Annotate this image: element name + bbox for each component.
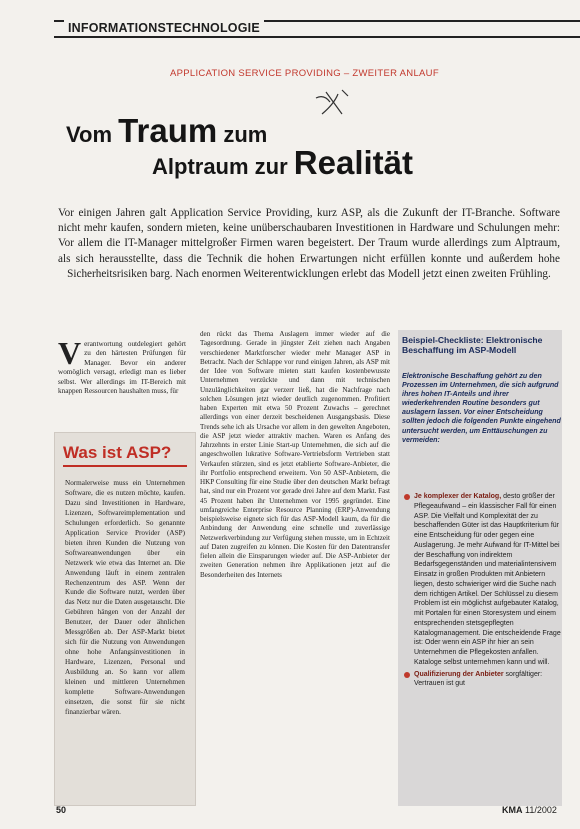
headline-line-1: Vom Traum zum xyxy=(66,112,268,149)
list-item: Je komplexer der Katalog, desto größer der Pflegeaufwand – ein klassischer Fall für einen ASP. Die Vielfalt und Komplexität der zu beschaffenden Güter ist das Hauptkriterium für eine Entscheidung für oder gegen eine Auslagerung. Je mehr Aufwand für IT-Mittel bei der Beschaffung von indirektem Bedarfsgegenständen und materialintensivem Einsatz in großen Produkten mit Anbietern liegen, desto schwieriger wird die Suche nach dem richtigen Artikel. Der Schlüssel zu diesem Problem ist ein möglichst aufgebauter Katalog, mit Portalen für einen Storesystem und einem entsprechenden stetsgepflegten Katalogmanagement. Die entscheidende Frage ist: Oder wenn ein ASP ihr hier an sein Unternehmen die Pflegekosten anfallen. Kataloge selbst unternehmen kann und will. xyxy=(402,492,562,668)
checklist-sidebar xyxy=(398,330,562,806)
article-kicker: APPLICATION SERVICE PROVIDING – ZWEITER ANLAUF xyxy=(170,68,439,79)
article-lead: Vor einigen Jahren galt Application Service Providing, kurz ASP, als die Zukunft der IT-Branche. Software nicht mehr kaufen, sondern mieten, keine unüberschaubaren Investitionen in Hardware und Schulungen mehr: Vor allem die IT-Manager mittelgroßer Firmen waren begeistert. Der Traum wurde allerdings zum Alptraum, als sich herausstellte, dass die Technik die hohen Erwartungen nicht erfüllen konnte und außerdem hohe Sicherheitsrisiken barg. Nach enormen Weiterentwicklungen erlebt das Modell jetzt einen zweiten Frühling. xyxy=(58,207,560,280)
checklist-items xyxy=(402,492,562,691)
info-box-title: Was ist ASP? xyxy=(63,443,187,467)
drop-cap: V xyxy=(58,335,82,371)
checklist-title: Beispiel-Checkliste: Elektronische Beschaffung im ASP-Modell xyxy=(402,335,543,356)
body-text: erantwortung outdelegiert gehört zu den härtesten Prüfungen für Manager. Bevor ein anderer womöglich versagt, erledigt man es lieber selbst. Wer allerdings im IT-Bereich mit knappen Ressourcen haushalten muss, für xyxy=(58,340,186,396)
info-box-text: Normalerweise muss ein Unternehmen Software, die es nutzen möchte, kaufen. Dazu sind Investitionen in Hardware, Lizenzen, Softwareimplementation und Schulungen erforderlich. So genannte Application Service Provider (ASP) bieten ihren Kunden die Nutzung von Softwareanwendungen über ein Netzwerk wie etwa das Internet an. Die Anwendung läuft in einem zentralen Rechenzentrum des ASP. Wenn der Kunde die Software nutzt, werden über das Netz nur die Daten ausgetauscht. Die Gebühren hängen von der Anzahl der Benutzer, der Dauer oder ähnlichen Messgrößen ab. Der ASP-Markt bietet sich für die Nutzung von Anwendungen ohne hohe Anfangsinvestitionen in Hardware, Lizenzen, Personal und Ausbildung an. So kann vor allem kleinen und mittleren Unternehmen komplette Software-Anwendungen einsetzen, die sonst für sie nicht finanzierbar wären. xyxy=(65,479,185,716)
body-column-2: den rückt das Thema Auslagern immer wieder auf die Tagesordnung. Gerade in jüngster Zeit ziehen nach Angaben verschiedener Marktforscher wieder mehr Manager ASP in Betracht. Nach der Schlappe vor rund einigen Jahren, als ASP mit der Idee von Software mieten statt kaufen kostenbewusste Unternehmen verzückte und dann mit technischen Unzulänglichkeiten gar verzerr ließ, hat die Nachfrage nach solchen Lösungen jetzt wieder deutlich zugenommen. Profitiert haben Experten mit etwa 50 Prozent Zuwachs – gerechnet allerdings von einer derzeit bescheidenen Ausgangsbasis. Diese Trends sehe ich als Ursache vor allem in den gewelten Angeboten, die ASP jetzt wieder attraktiv machen. Waren es Anfang des Jahrzehnts in erster Linie Start-up Unternehmen, die sich auf die angeschwollen lukrative Software-Vertriebsform Vertrieben statt Verkaufen stürzten, sind es jetzt etablierte Software-Anbieter, die ihr Portfolio entsprechend erweitern. Von 50 ASP-Anbietern, die HKP Consulting für eine Studie über den deutschen Markt befragt hat, sind nur ein Prozent vor gerade drei Jahre auf dem Markt. Fast 45 Prozent haben ihr Unternehmen vor 1995 gegründet. Eine umfangreiche Enterprise Resource Planning (ERP)-Anwendung beispielsweise eignete sich für das ASP-Modell kaum, da für die Anbindung der Anwendung eine schnelle und zuverlässige Netzwerkverbindung zur Verfügung stehen musste, um in Echtzeit auf Daten zugreifen zu können. Die Kosten für den Datentransfer fielen allein die Einsparungen wieder auf. Die ASP-Anbieter der zweiten Generation nehmen ihre Applikationen jetzt auf die Besonderheiten des Internets xyxy=(200,330,390,579)
checklist-intro: Elektronische Beschaffung gehört zu den Prozessen im Unternehmen, die sich aufgrund ihres hohen IT-Anteils und ihrer wiederkehrenden Routine besonders gut auslagern lassen. Vor einer Entscheidung sollten jedoch die folgenden Punkte eingehend untersucht werden, um Enttäuschungen zu vermeiden: xyxy=(402,372,561,444)
bullet-icon xyxy=(404,672,410,678)
handwritten-mark-icon xyxy=(312,88,352,120)
body-column-1 xyxy=(58,335,186,397)
bullet-icon xyxy=(404,494,410,500)
magazine-issue: KMA 11/2002 xyxy=(502,805,557,815)
section-label: INFORMATIONSTECHNOLOGIE xyxy=(64,20,264,36)
page-number: 50 xyxy=(56,805,67,815)
list-item: Qualifizierung der Anbieter sorgfältiger: Vertrauen ist gut xyxy=(402,670,562,690)
headline-line-2: Alptraum zur Realität xyxy=(152,144,414,181)
info-box xyxy=(54,432,196,806)
